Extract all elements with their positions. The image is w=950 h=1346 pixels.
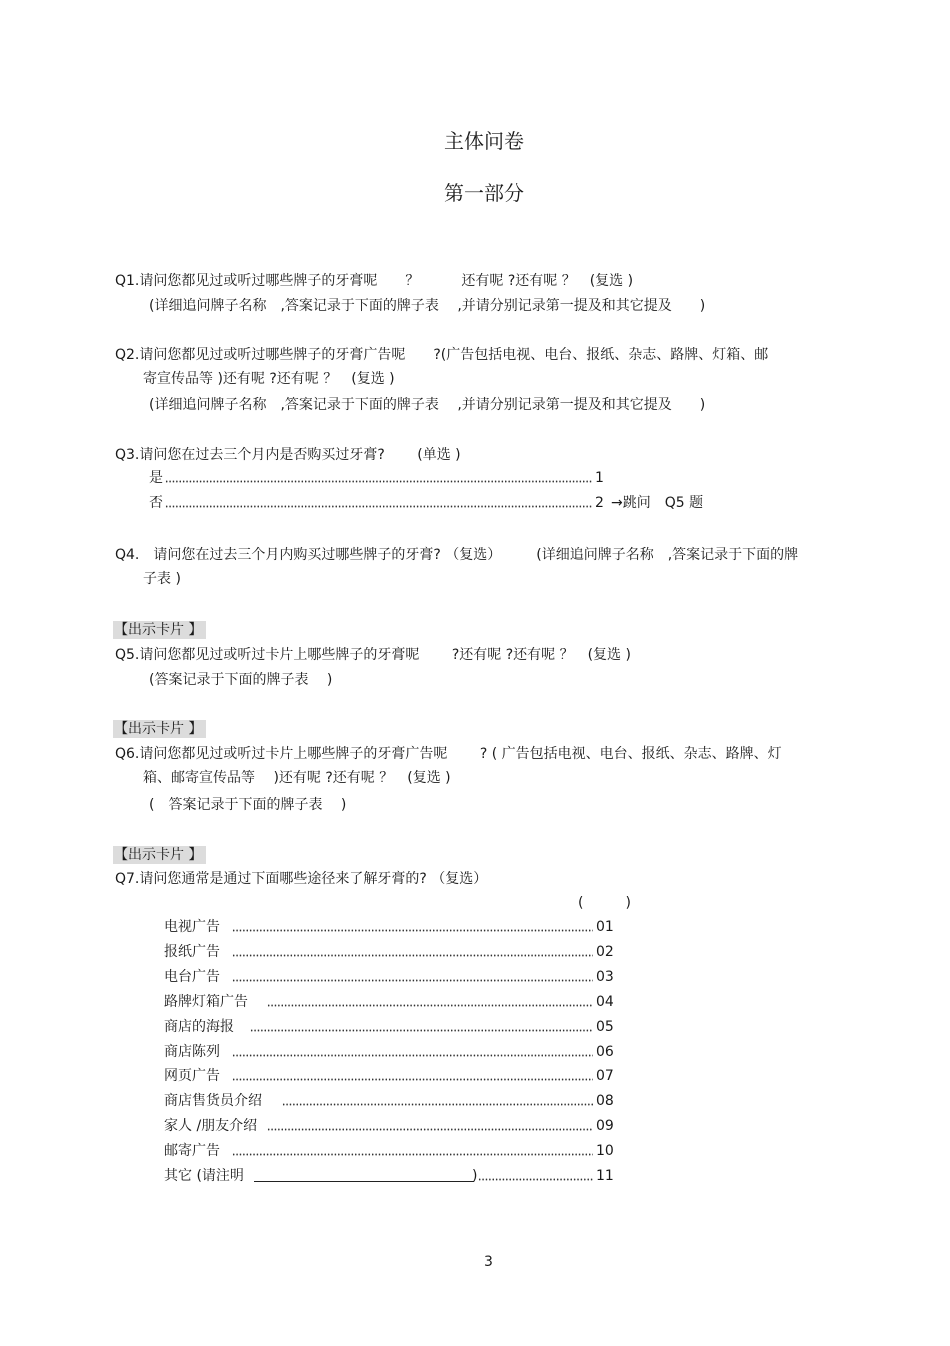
show-card-label: 【出示卡片 】 (113, 846, 206, 864)
dot-leader (232, 943, 593, 957)
question-q2: Q2.请问您都见过或听过哪些牌子的牙膏广告呢 ?(广告包括电视、电台、报纸、杂志、路牌、灯箱、邮 (115, 347, 769, 363)
option-label: 报纸广告 (164, 943, 220, 960)
option-label: 其它 (请注明 (164, 1168, 244, 1184)
option-code: 06 (596, 1043, 614, 1060)
question-q1: Q1.请问您都见过或听过哪些牌子的牙膏呢 ？ 还有呢 ?还有呢 ？ (复选 ) (115, 273, 634, 289)
option-code: 09 (596, 1118, 614, 1135)
page-title: 主体问卷 (444, 129, 524, 153)
option-label: 电台广告 (164, 968, 220, 985)
dot-leader (232, 1043, 593, 1057)
option-label: 是 (149, 470, 163, 486)
q7-option-row[interactable] (164, 1142, 624, 1160)
q7-option-row[interactable] (164, 1167, 624, 1185)
option-code: 05 (596, 1018, 614, 1035)
question-q6-note: ( 答案记录于下面的牌子表 ) (149, 797, 347, 813)
option-code: 03 (596, 968, 614, 985)
question-q2-cont: 寄宣传品等 )还有呢 ?还有呢 ？ (复选 ) (143, 371, 395, 387)
option-label: 电视广告 (164, 919, 220, 935)
option-label: 商店陈列 (164, 1043, 220, 1060)
option-code: 02 (596, 943, 614, 960)
option-label: 商店售货员介绍 (164, 1093, 262, 1110)
q7-option-row[interactable] (164, 1092, 624, 1110)
q7-option-row[interactable] (164, 1043, 624, 1061)
dot-leader (232, 968, 593, 982)
option-code: 04 (596, 993, 614, 1010)
answer-column-header: ( ) (578, 895, 631, 911)
question-q1-note: (详细追问牌子名称 ,答案记录于下面的牌子表 ,并请分别记录第一提及和其它提及 ) (149, 298, 706, 314)
q3-option-no[interactable] (149, 494, 729, 512)
q7-option-row[interactable] (164, 1117, 624, 1135)
question-q4-cont: 子表 ) (143, 571, 181, 587)
question-q6: Q6.请问您都见过或听过卡片上哪些牌子的牙膏广告呢 ? ( 广告包括电视、电台、报纸、杂志、路牌、灯 (115, 746, 782, 762)
option-code: 08 (596, 1093, 614, 1110)
q7-option-row[interactable] (164, 993, 624, 1011)
q7-option-row[interactable] (164, 1018, 624, 1036)
show-card-label: 【出示卡片 】 (113, 621, 206, 639)
q7-option-row[interactable] (164, 943, 624, 961)
show-card-label: 【出示卡片 】 (113, 720, 206, 738)
question-q4: Q4. 请问您在过去三个月内购买过哪些牌子的牙膏? （复选） (详细追问牌子名称 ,答案记录于下面的牌 (115, 547, 799, 563)
option-label: 路牌灯箱广告 (164, 993, 248, 1010)
option-code: 01 (596, 919, 614, 935)
dot-leader (232, 918, 593, 932)
option-label: 邮寄广告 (164, 1143, 220, 1160)
option-code: 10 (596, 1143, 614, 1160)
dot-leader (232, 1142, 593, 1156)
option-code: 11 (596, 1168, 614, 1184)
dot-leader (165, 469, 592, 483)
q7-option-row[interactable] (164, 918, 624, 936)
skip-instruction: →跳问 Q5 题 (611, 495, 704, 511)
question-q5-note: (答案记录于下面的牌子表 ) (149, 672, 333, 688)
option-code: 07 (596, 1068, 614, 1085)
question-q3: Q3.请问您在过去三个月内是否购买过牙膏? (单选 ) (115, 447, 461, 463)
section-title: 第一部分 (444, 181, 524, 205)
dot-leader (282, 1092, 593, 1106)
page-number: 3 (484, 1254, 493, 1270)
q3-option-yes[interactable] (149, 469, 649, 487)
dot-leader (250, 1018, 593, 1032)
q7-option-row[interactable] (164, 1067, 624, 1085)
dot-leader (165, 494, 592, 508)
dot-leader (267, 993, 593, 1007)
question-q5: Q5.请问您都见过或听过卡片上哪些牌子的牙膏呢 ?还有呢 ?还有呢 ？ (复选 ) (115, 647, 631, 663)
dot-leader (267, 1117, 593, 1131)
option-code: 2 (595, 495, 604, 511)
option-label: 家人 /朋友介绍 (164, 1118, 258, 1135)
question-q7: Q7.请问您通常是通过下面哪些途径来了解牙膏的? （复选） (115, 871, 488, 887)
question-q6-cont: 箱、邮寄宣传品等 )还有呢 ?还有呢 ？ (复选 ) (143, 770, 451, 786)
option-code: 1 (595, 470, 604, 486)
dot-leader (478, 1167, 593, 1181)
option-label: 否 (149, 495, 163, 511)
specify-blank-input[interactable] (254, 1167, 474, 1182)
q7-option-row[interactable] (164, 968, 624, 986)
closing-paren: ) (472, 1168, 478, 1184)
option-label: 网页广告 (164, 1068, 220, 1085)
question-q2-note: (详细追问牌子名称 ,答案记录于下面的牌子表 ,并请分别记录第一提及和其它提及 ) (149, 397, 706, 413)
dot-leader (232, 1067, 593, 1081)
option-label: 商店的海报 (164, 1018, 234, 1035)
